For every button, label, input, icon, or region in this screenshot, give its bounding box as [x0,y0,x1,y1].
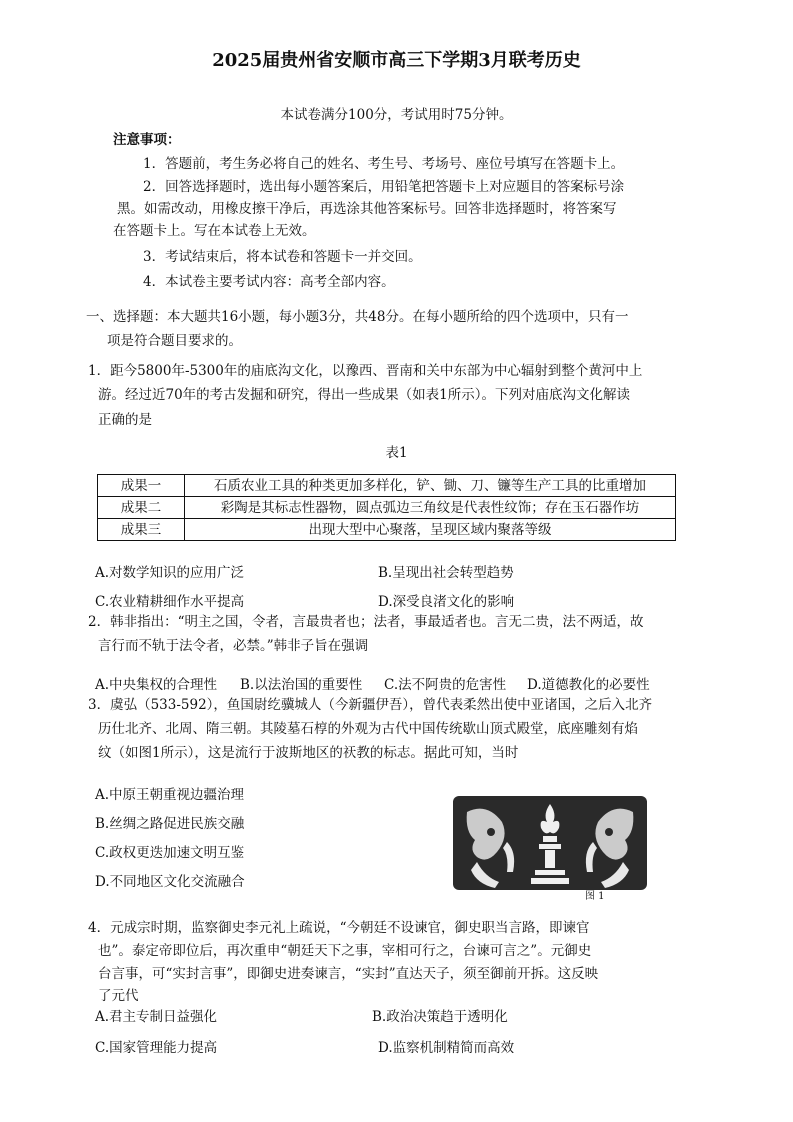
q4-stem: 也”。泰定帝即位后，再次重申“朝廷天下之事，宰相可行之，台谏可言之”。元御史 [98,943,592,959]
results-table [97,474,676,541]
q1-option-d: D.深受良渚文化的影响 [378,594,515,610]
table-row [98,519,676,541]
q2-option-b: B.以法治国的重要性 [240,677,363,693]
exam-title: 2025届贵州省安顺市高三下学期3月联考历史 [212,50,581,71]
q2-stem: 2．韩非指出：“明主之国，令者，言最贵者也；法者，事最适者也。言无二贵，法不两适，故 [88,614,644,630]
q2-option-a: A.中央集权的合理性 [95,677,218,693]
note-line: 2．回答选择题时，选出每小题答案后，用铅笔把答题卡上对应题目的答案标号涂 [143,179,625,195]
note-line: 在答题卡上。写在本试卷上无效。 [113,223,316,239]
table-cell-label: 成果三 [98,519,185,541]
q3-option-d: D.不同地区文化交流融合 [95,874,245,890]
note-line: 1．答题前，考生务必将自己的姓名、考生号、考场号、座位号填写在答题卡上。 [143,156,625,172]
notes-heading: 注意事项： [113,132,181,148]
q2-stem: 言行而不轨于法令者，必禁。”韩非子旨在强调 [98,638,369,654]
q3-option-c: C.政权更迭加速文明互鉴 [95,845,245,861]
carving-figure [447,792,653,902]
table-row [98,497,676,519]
note-line: 3．考试结束后，将本试卷和答题卡一并交回。 [143,249,422,265]
table-cell-content: 彩陶是其标志性器物，圆点弧边三角纹是代表性纹饰；存在玉石器作坊 [185,497,676,519]
section-heading-cont: 项是符合题目要求的。 [107,333,242,349]
figure-label: 图 1 [585,891,605,902]
q4-stem: 了元代 [98,988,139,1004]
q3-option-a: A.中原王朝重视边疆治理 [95,787,245,803]
q2-option-d: D.道德教化的必要性 [527,677,650,693]
q1-option-b: B.呈现出社会转型趋势 [378,565,514,581]
note-line: 4．本试卷主要考试内容：高考全部内容。 [143,274,395,290]
q2-option-c: C.法不阿贵的危害性 [384,677,507,693]
q4-option-a: A.君主专制日益强化 [95,1009,218,1025]
q3-option-b: B.丝绸之路促进民族交融 [95,816,245,832]
q4-stem: 4．元成宗时期，监察御史李元礼上疏说，“今朝廷不设谏官，御史职当言路，即谏官 [88,920,590,936]
note-line: 黑。如需改动，用橡皮擦干净后，再选涂其他答案标号。回答非选择题时，将答案写 [117,201,617,217]
q4-stem: 台言事，可“实封言事”，即御史进奏谏言，“实封”直达天子，须至御前开拆。这反映 [98,966,599,982]
section-heading: 一、选择题：本大题共16小题，每小题3分，共48分。在每小题所给的四个选项中，只有一 [86,309,629,325]
table-cell-content: 出现大型中心聚落，呈现区域内聚落等级 [185,519,676,541]
q1-stem: 正确的是 [98,412,152,428]
exam-subtitle: 本试卷满分100分，考试用时75分钟。 [280,107,513,123]
q3-stem: 3．虞弘（533-592），鱼国尉纥骥城人（今新疆伊吾），曾代表柔然出使中亚诸国，之后入北齐 [88,697,653,713]
q1-option-c: C.农业精耕细作水平提高 [95,594,245,610]
q1-stem: 1．距今5800年-5300年的庙底沟文化，以豫西、晋南和关中东部为中心辐射到整个黄河中上 [88,363,643,379]
q3-stem: 纹（如图1所示），这是流行于波斯地区的祆教的标志。据此可知，当时 [98,745,519,761]
q4-option-c: C.国家管理能力提高 [95,1040,218,1056]
table-cell-label: 成果一 [98,475,185,497]
q4-option-b: B.政治决策趋于透明化 [372,1009,508,1025]
q4-option-d: D.监察机制精简而高效 [378,1040,515,1056]
table-cell-content: 石质农业工具的种类更加多样化，铲、锄、刀、镰等生产工具的比重增加 [185,475,676,497]
q1-option-a: A.对数学知识的应用广泛 [95,565,245,581]
table-caption: 表1 [385,445,408,461]
q3-stem: 历仕北齐、北周、隋三朝。其陵墓石椁的外观为古代中国传统歇山顶式殿堂，底座雕刻有焰 [98,721,638,737]
q1-stem: 游。经过近70年的考古发掘和研究，得出一些成果（如表1所示）。下列对庙底沟文化解读 [98,387,631,403]
table-row [98,475,676,497]
table-cell-label: 成果二 [98,497,185,519]
